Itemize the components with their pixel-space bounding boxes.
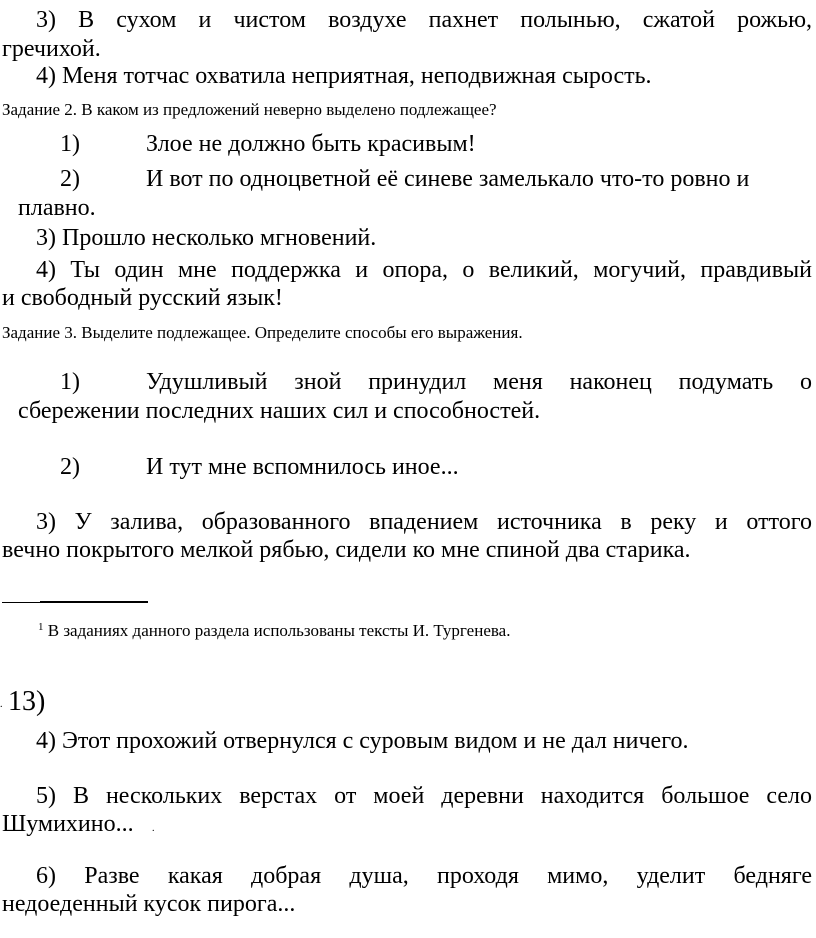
task-2-item-2-continuation: плавно. [18,195,96,221]
task-2-item-2-text: И вот по одноцветной её синеве замелькало что-то ровно и [146,166,750,192]
item-3-continuation: гречихой. [2,36,101,62]
page-marker-dot: . [0,699,3,710]
task-2-item-3: 3) Прошло несколько мгновений. [36,225,377,251]
task-3-item-2-number: 2) [60,454,80,480]
footnote-separator [2,602,148,603]
page-number: 13) [8,686,46,717]
task-3-heading: Задание 3. Выделите подлежащее. Определите способы его выражения. [2,323,523,342]
item-3-line [36,8,812,32]
task-2-item-1 [60,132,476,156]
footnote-text: В заданиях данного раздела использованы тексты И. Тургенева. [43,621,511,640]
footnote-separator-bold [40,601,148,602]
item-5b: 5) В нескольких верстах от моей деревни находится большое село [36,783,812,809]
task-3-item-1-continuation: сбережении последних наших сил и способностей. [18,398,541,424]
item-6b: 6) Разве какая добрая душа, проходя мимо, уделит бедняге [36,863,812,889]
task-2-item-1-text: Злое не должно быть красивым! [146,131,476,157]
task-2-item-2-number: 2) [60,166,80,192]
item-6b-continuation: недоеденный кусок пирога... [2,891,296,917]
task-2-item-4-continuation: и свободный русский язык! [2,285,283,311]
task-3-item-2 [60,455,459,479]
task-3-item-1-number: 1) [60,369,80,395]
task-3-item-3-continuation: вечно покрытого мелкой рябью, сидели ко мне спиной два старика. [2,537,691,563]
task-3-item-2-text: И тут мне вспомнилось иное... [146,454,459,480]
task-2-item-2 [60,167,749,191]
item-3-number: 3) [36,7,56,33]
item-4b: 4) Этот прохожий отвернулся с суровым видом и не дал ничего. [36,728,689,754]
item-5b-continuation: Шумихино... [2,811,134,837]
task-2-item-1-number: 1) [60,131,80,157]
item-4-line: 4) Меня тотчас охватила неприятная, неподвижная сырость. [36,63,652,89]
stray-dot: . [152,823,155,834]
task-2-heading: Задание 2. В каком из предложений неверно выделено подлежащее? [2,100,497,119]
task-3-item-1 [60,370,812,394]
footnote [38,622,510,639]
task-3-item-1-text: Удушливый зной принудил меня наконец подумать о [146,369,812,395]
task-2-item-4: 4) Ты один мне поддержка и опора, о великий, могучий, правдивый [36,257,812,283]
task-3-item-3: 3) У залива, образованного впадением источника в реку и оттого [36,509,812,535]
footnote-mark: 1 [38,621,44,633]
item-3-text: В сухом и чистом воздухе пахнет полынью, сжатой рожью, [78,7,813,33]
